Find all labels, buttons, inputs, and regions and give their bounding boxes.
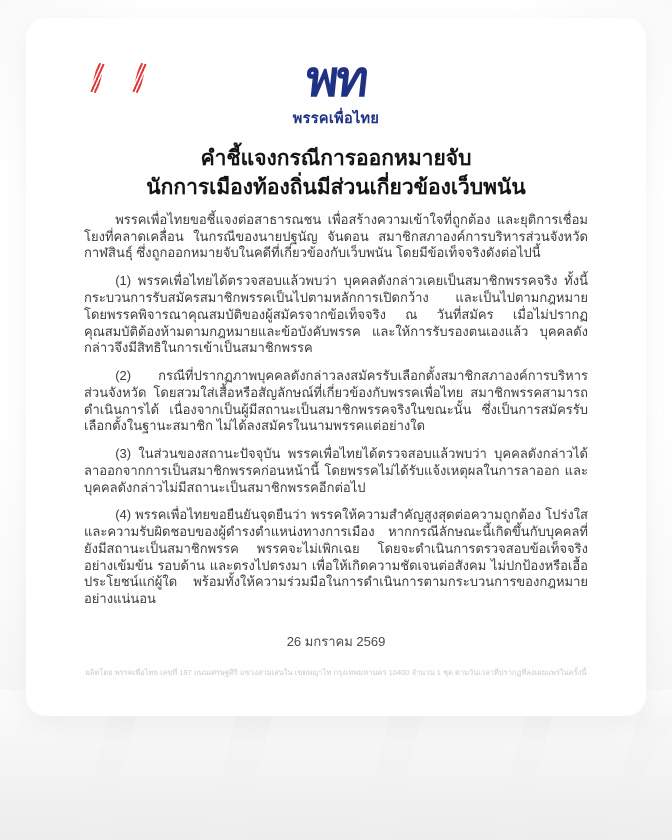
statement-body	[84, 212, 588, 608]
party-logo	[84, 51, 588, 130]
statement-card	[26, 18, 646, 716]
statement-date: 26 มกราคม 2569	[286, 634, 386, 650]
party-name: พรรคเพื่อไทย	[292, 111, 380, 127]
statement-paragraph: (4) พรรคเพื่อไทยขอยืนยันจุดยืนว่า พรรคให้ความสำคัญสูงสุดต่อความถูกต้อง โปร่งใส และความรับผิดชอบของผู้ดำรงตำแหน่งทางการเมือง หากกรณีลักษณะนี้เกิดขึ้นกับบุคคลที่ยังมีสถานะเป็นสมาชิกพรรค พรรคจะไม่เพิกเฉย โดยจะดำเนินการตรวจสอบข้อเท็จจริงอย่างเข้มข้น รอบด้าน และตรงไปตรงมา เพื่อให้เกิดความชัดเจนต่อสังคม ไม่ปกป้องหรือเอื้อประโยชน์แก่ผู้ใด พร้อมทั้งให้ความร่วมมือในการดำเนินการตามกระบวนการของกฎหมายอย่างแน่นอน	[84, 507, 588, 607]
watermark-shape	[636, 702, 672, 840]
statement-title-line-1: คำชี้แจงกรณีการออกหมายจับ	[200, 147, 472, 170]
watermark-shape	[0, 702, 112, 840]
statement-title-line-2: นักการเมืองท้องถิ่นมีส่วนเกี่ยวข้องเว็บพนัน	[146, 175, 526, 199]
statement-title	[84, 145, 588, 203]
statement-paragraph: (2) กรณีที่ปรากฏภาพบุคคลดังกล่าวลงสมัครรับเลือกตั้งสมาชิกสภาองค์การบริหารส่วนจังหวัด โดยสวมใส่เสื้อหรือสัญลักษณ์ที่เกี่ยวข้องกับพรรคเพื่อไทย สมาชิกพรรคสามารถดำเนินการได้ เนื่องจากเป็นผู้มีสถานะเป็นสมาชิกพรรคจริงในขณะนั้น ซึ่งเป็นการสมัครรับเลือกตั้งในฐานะสมาชิก ไม่ได้ลงสมัครในนามพรรคแต่อย่างใด	[84, 368, 588, 434]
party-logo-monogram: พท	[303, 51, 369, 107]
watermark-shape	[221, 702, 394, 840]
watermark-shape	[501, 702, 642, 840]
production-disclaimer: ผลิตโดย พรรคเพื่อไทย เลขที่ 197 ถนนเศรษฐศิริ แขวงสามเสนใน เขตพญาไท กรุงเทพมหานคร 10400 จำนวน 1 ชุด ตามวันเวลาที่ปรากฏที่ลงเผยแพร่ในครั้งนี้	[85, 668, 587, 678]
statement-paragraph: พรรคเพื่อไทยขอชี้แจงต่อสาธารณชน เพื่อสร้างความเข้าใจที่ถูกต้อง และยุติการเชื่อมโยงที่คลาดเคลื่อน ในกรณีของนายปฐนัญ จันดอน สมาชิกสภาองค์การบริหารส่วนจังหวัดกาฬสินธุ์ ซึ่งถูกออกหมายจับในคดีที่เกี่ยวข้องกับเว็บพนัน โดยมีข้อเท็จจริงดังต่อไปนี้	[84, 211, 588, 261]
logo-red-stripe-icon	[132, 63, 146, 94]
watermark-shape	[371, 702, 530, 840]
statement-paragraph: (1) พรรคเพื่อไทยได้ตรวจสอบแล้วพบว่า บุคคลดังกล่าวเคยเป็นสมาชิกพรรคจริง ทั้งนี้กระบวนการรับสมัครสมาชิกพรรคเป็นไปตามหลักการเปิดกว้าง และเป็นไปตามกฎหมาย โดยพรรคพิจารณาคุณสมบัติของผู้สมัครจากข้อเท็จจริง ณ วันที่สมัคร เมื่อไม่ปรากฏคุณสมบัติต้องห้ามตามกฎหมายและข้อบังคับพรรค และให้การรับรองตนเองแล้ว บุคคลดังกล่าวจึงมีสิทธิในการเข้าเป็นสมาชิกพรรค	[84, 273, 588, 356]
logo-red-stripe-icon	[90, 63, 104, 94]
watermark-shape	[85, 702, 240, 840]
statement-paragraph: (3) ในส่วนของสถานะปัจจุบัน พรรคเพื่อไทยได้ตรวจสอบแล้วพบว่า บุคคลดังกล่าวได้ลาออกจากการเป็นสมาชิกพรรคก่อนหน้านี้ โดยพรรคไม่ได้รับแจ้งเหตุผลในการลาออก และบุคคลดังกล่าวไม่มีสถานะเป็นสมาชิกพรรคอีกต่อไป	[84, 446, 588, 495]
